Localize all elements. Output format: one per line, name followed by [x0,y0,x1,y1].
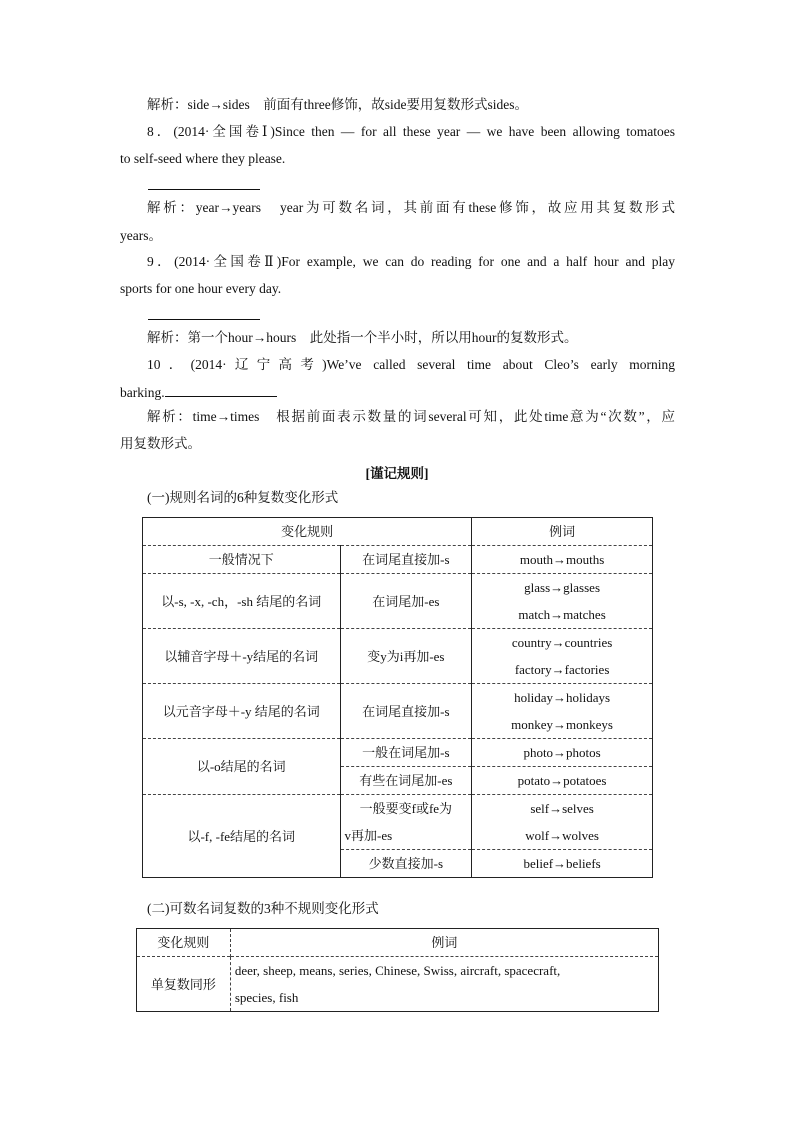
table-1-caption: (一)规则名词的6种复数变化形式 [147,490,339,505]
rule-method: 在词尾加-es [340,574,472,629]
question-10-text: barking. [120,385,165,400]
answer-blank-10[interactable] [165,383,277,397]
header-rule: 变化规则 [157,935,210,950]
question-9-line-1: 9．(2014·全国卷Ⅱ)For example, we can do reading for one and a half hour and play [147,254,675,269]
table-2-caption: (二)可数名词复数的3种不规则变化形式 [147,901,379,916]
example-words [472,684,653,739]
rule-method: 少数直接加-s [340,850,472,878]
table-row [143,795,653,850]
table-header-row [137,929,659,957]
table-row [143,684,653,739]
header-rule: 变化规则 [143,518,472,546]
rule-category: 以-o结尾的名词 [143,739,341,795]
question-10-line-1: 10．(2014·辽宁高考)We’ve called several time about Cleo’s early morning [147,357,675,372]
question-9-line-2: sports for one hour every day. [120,281,282,296]
rule-category: 以辅音字母＋-y结尾的名词 [143,629,341,684]
header-example: 例词 [230,929,658,957]
rule-method: 变y为i再加-es [340,629,472,684]
rule-method-line: 一般要变f或fe为 [359,801,453,816]
analysis-10-line-1: 解析：time→times 根据前面表示数量的词several可知，此处time意为“次数”，应 [147,409,675,424]
example-words [472,574,653,629]
example-word: belief→beliefs [472,850,653,878]
rule-method: 在词尾直接加-s [340,684,472,739]
rule-category: 以元音字母＋-y 结尾的名词 [143,684,341,739]
example-words [230,957,658,1012]
regular-plural-table [142,517,653,878]
rule-method-line: v再加-es [344,828,393,843]
example-word: monkey→monkeys [511,717,613,732]
question-10-line-2 [120,383,675,402]
table-row [143,574,653,629]
example-words-line: deer, sheep, means, series, Chinese, Swiss, aircraft, spacecraft, [234,963,561,978]
analysis-8-line-2: years。 [120,228,162,243]
rule-category: 单复数同形 [137,957,231,1012]
example-word: glass→glasses [524,580,601,595]
rule-category: 以-s, -x, -ch，-sh 结尾的名词 [143,574,341,629]
rule-method: 在词尾直接加-s [340,546,472,574]
rule-category: 一般情况下 [143,546,341,574]
example-word: match→matches [518,607,606,622]
example-words [472,795,653,850]
table-row [143,629,653,684]
example-word: country→countries [511,635,613,650]
table-row [143,739,653,767]
rule-method [340,795,472,850]
rule-method: 有些在词尾加-es [340,767,472,795]
example-word: holiday→holidays [514,690,611,705]
rule-method: 一般在词尾加-s [340,739,472,767]
analysis-10-line-2: 用复数形式。 [120,436,201,451]
table-header-row [143,518,653,546]
answer-blank-9[interactable] [148,319,260,320]
example-word: wolf→wolves [525,828,599,843]
rule-category: 以-f, -fe结尾的名词 [143,795,341,878]
table-row [137,957,659,1012]
section-title: [谨记规则] [365,466,429,481]
answer-blank-8[interactable] [148,189,260,190]
analysis-7: 解析：side→sides 前面有three修饰，故side要用复数形式sides。 [147,97,528,112]
question-8-line-1: 8．(2014·全国卷Ⅰ)Since then — for all these year — we have been allowing tomatoes [147,124,675,139]
example-word: potato→potatoes [472,767,653,795]
header-example: 例词 [472,518,653,546]
table-row [143,546,653,574]
question-8-line-2: to self-seed where they please. [120,151,286,166]
example-words [472,629,653,684]
example-word: photo→photos [472,739,653,767]
analysis-8-line-1: 解析：year→years year为可数名词，其前面有these修饰，故应用其复数形式 [147,200,675,215]
analysis-9: 解析：第一个hour→hours 此处指一个半小时，所以用hour的复数形式。 [147,330,578,345]
irregular-plural-table [136,928,659,1012]
example-word: factory→factories [514,662,610,677]
example-word: self→selves [530,801,594,816]
example-word: mouth→mouths [472,546,653,574]
example-words-line: species, fish [234,990,299,1005]
